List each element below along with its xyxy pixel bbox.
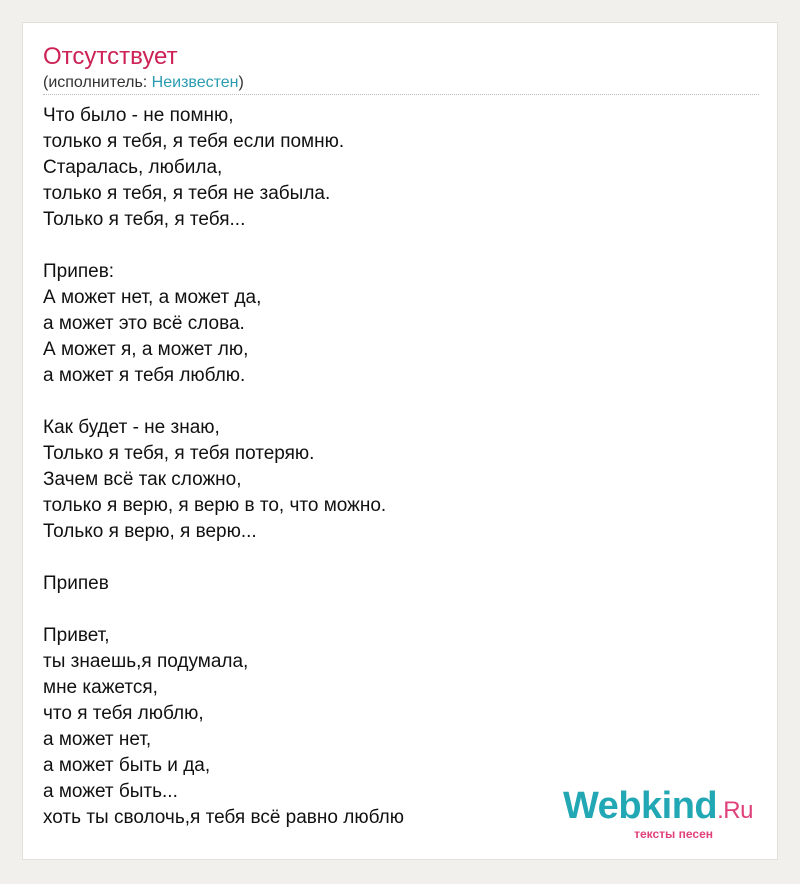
lyrics-line: а может быть и да, (43, 755, 211, 776)
lyrics-line: только я тебя, я тебя если помню. (43, 131, 345, 152)
logo-tld: .Ru (717, 797, 753, 824)
site-logo[interactable] (563, 787, 753, 841)
logo-wordmark (563, 787, 753, 830)
lyrics-line: Только я верю, я верю... (43, 521, 257, 542)
artist-name-link[interactable]: Неизвестен (151, 74, 239, 91)
lyrics-line: хоть ты сволочь,я тебя всё равно люблю (43, 807, 404, 828)
lyrics-line: Как будет - не знаю, (43, 417, 220, 438)
logo-brand: Webkind (563, 785, 718, 827)
lyrics-line: а может я тебя люблю. (43, 365, 246, 386)
song-title: Отсутствует (43, 43, 178, 70)
lyrics-blank-line (43, 597, 404, 623)
lyrics-line: Зачем всё так сложно, (43, 469, 242, 490)
lyrics-line: А может я, а может лю, (43, 339, 249, 360)
title-divider (43, 94, 759, 95)
lyrics-line: Только я тебя, я тебя потеряю. (43, 443, 315, 464)
lyrics-line: Что было - не помню, (43, 105, 234, 126)
lyrics-blank-line (43, 389, 404, 415)
lyrics-line: только я верю, я верю в то, что можно. (43, 495, 387, 516)
artist-suffix: ) (238, 74, 244, 91)
lyrics-line: ты знаешь,я подумала, (43, 651, 249, 672)
lyrics-line: что я тебя люблю, (43, 703, 204, 724)
lyrics-blank-line (43, 545, 404, 571)
lyrics-blank-line (43, 233, 404, 259)
artist-prefix: (исполнитель: (43, 74, 152, 91)
lyrics-line: а может нет, (43, 729, 152, 750)
lyrics-line: Только я тебя, я тебя... (43, 209, 246, 230)
lyrics-line: мне кажется, (43, 677, 158, 698)
artist-line (43, 73, 244, 93)
lyrics-line: Привет, (43, 625, 110, 646)
lyrics-line: а может это всё слова. (43, 313, 245, 334)
lyrics-line: А может нет, а может да, (43, 287, 262, 308)
logo-tagline: тексты песен (634, 827, 713, 841)
lyrics-line: только я тебя, я тебя не забыла. (43, 183, 331, 204)
lyrics-line: а может быть... (43, 781, 178, 802)
song-page (22, 22, 778, 860)
lyrics-line: Припев: (43, 261, 115, 282)
lyrics-line: Припев (43, 573, 109, 594)
lyrics-block (43, 103, 404, 831)
lyrics-line: Старалась, любила, (43, 157, 223, 178)
